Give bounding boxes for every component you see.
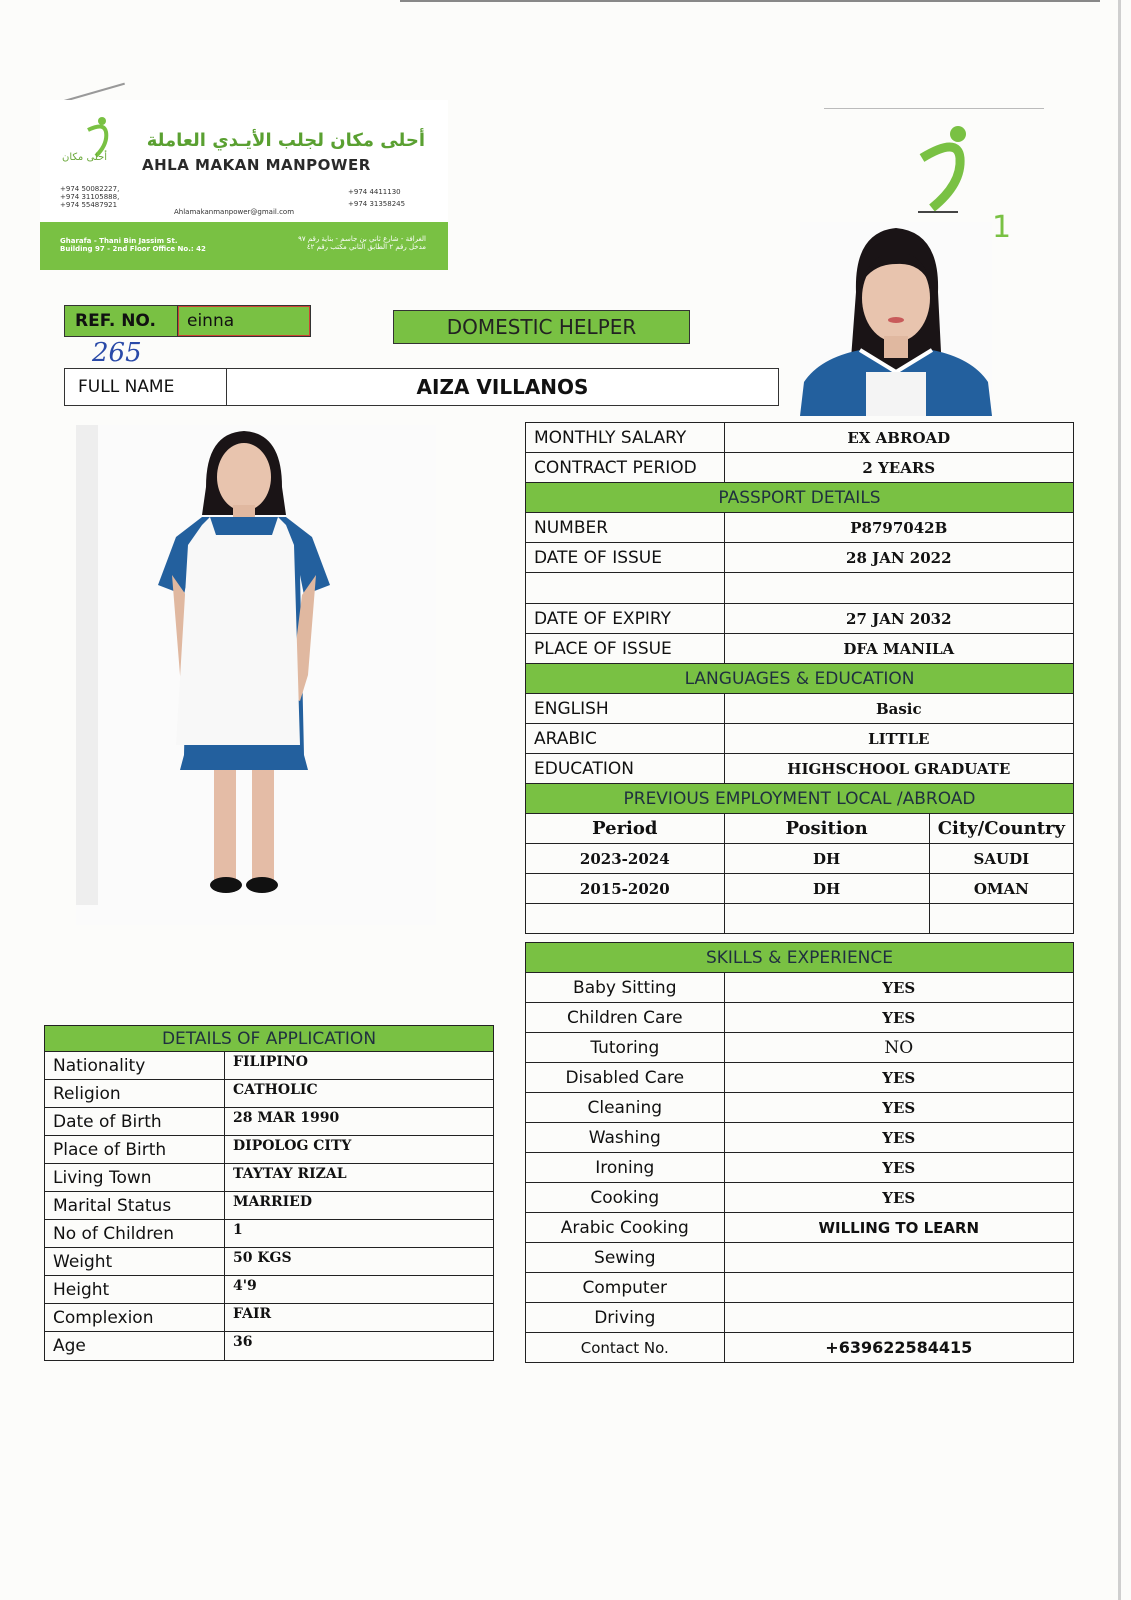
english-label: ENGLISH (526, 694, 725, 724)
detail-value: FILIPINO (225, 1052, 494, 1080)
skill-label: Disabled Care (526, 1063, 725, 1093)
skill-label: Arabic Cooking (526, 1213, 725, 1243)
table-row (526, 1213, 1074, 1243)
table-row (526, 1333, 1074, 1363)
date-of-expiry-label: DATE OF EXPIRY (526, 604, 725, 634)
skill-label: Computer (526, 1273, 725, 1303)
detail-value: 4'9 (225, 1276, 494, 1304)
employment-period: 2015-2020 (526, 874, 725, 904)
table-row (526, 814, 1074, 844)
portrait-photo (800, 222, 992, 416)
table-row (45, 1304, 494, 1332)
detail-label: Place of Birth (45, 1136, 225, 1164)
detail-label: Age (45, 1332, 225, 1361)
skill-label: Driving (526, 1303, 725, 1333)
table-row (526, 634, 1074, 664)
empty-cell (526, 904, 725, 934)
arabic-value: LITTLE (724, 724, 1073, 754)
english-value: Basic (724, 694, 1073, 724)
address-strip (40, 222, 448, 270)
table-row (45, 1052, 494, 1080)
employment-col-period: Period (526, 814, 725, 844)
employment-position: DH (724, 874, 929, 904)
logo-text: أحلى مكان (62, 152, 108, 163)
table-row (526, 934, 1074, 943)
skill-value (724, 1273, 1073, 1303)
skill-value: YES (724, 1063, 1073, 1093)
corner-mark: 1 (992, 210, 1012, 245)
skill-label: Tutoring (526, 1033, 725, 1063)
detail-value: MARRIED (225, 1192, 494, 1220)
table-row (45, 1192, 494, 1220)
skill-value: WILLING TO LEARN (724, 1213, 1073, 1243)
skills-header: SKILLS & EXPERIENCE (526, 943, 1074, 973)
skill-label: Sewing (526, 1243, 725, 1273)
table-row (526, 573, 1074, 604)
full-name-row (64, 368, 779, 406)
table-row (526, 483, 1074, 513)
monthly-salary-value: EX ABROAD (724, 423, 1073, 453)
detail-value: 36 (225, 1332, 494, 1361)
detail-value: FAIR (225, 1304, 494, 1332)
scan-edge-right (1118, 0, 1121, 1600)
employment-period: 2023-2024 (526, 844, 725, 874)
detail-label: Living Town (45, 1164, 225, 1192)
skill-label: Washing (526, 1123, 725, 1153)
detail-label: Religion (45, 1080, 225, 1108)
skill-label: Children Care (526, 1003, 725, 1033)
phones-left: +974 50082227, +974 31105888, +974 55487921 (60, 185, 120, 209)
details-table (44, 1025, 494, 1361)
table-row (526, 943, 1074, 973)
skill-value: YES (724, 1093, 1073, 1123)
detail-label: Marital Status (45, 1192, 225, 1220)
table-row (526, 1123, 1074, 1153)
full-body-photo (76, 425, 436, 925)
table-row (45, 1108, 494, 1136)
detail-label: Height (45, 1276, 225, 1304)
phone-right-2: +974 31358245 (348, 200, 406, 208)
company-logo-large-icon (908, 124, 978, 216)
employment-position: DH (724, 844, 929, 874)
detail-label: Nationality (45, 1052, 225, 1080)
languages-header: LANGUAGES & EDUCATION (526, 664, 1074, 694)
scan-edge-top (400, 0, 1100, 2)
passport-number-label: NUMBER (526, 513, 725, 543)
detail-label: Complexion (45, 1304, 225, 1332)
passport-number-value: P8797042B (724, 513, 1073, 543)
main-info-table (525, 422, 1074, 1363)
detail-value: 28 MAR 1990 (225, 1108, 494, 1136)
table-row (526, 423, 1074, 453)
table-row (45, 1220, 494, 1248)
table-row (526, 1033, 1074, 1063)
ref-box (64, 305, 311, 337)
arabic-label: ARABIC (526, 724, 725, 754)
empty-cell (724, 573, 1073, 604)
detail-value: CATHOLIC (225, 1080, 494, 1108)
place-of-issue-label: PLACE OF ISSUE (526, 634, 725, 664)
table-row (526, 1003, 1074, 1033)
detail-label: Weight (45, 1248, 225, 1276)
table-row (526, 604, 1074, 634)
table-row (526, 1183, 1074, 1213)
company-name: AHLA MAKAN MANPOWER (142, 156, 371, 174)
detail-value: 50 KGS (225, 1248, 494, 1276)
date-of-issue-label: DATE OF ISSUE (526, 543, 725, 573)
table-row (526, 973, 1074, 1003)
table-row (526, 904, 1074, 934)
full-name-label: FULL NAME (65, 369, 227, 405)
ref-handwritten: 265 (92, 338, 142, 368)
ref-label: REF. NO. (65, 306, 178, 336)
table-row (526, 543, 1074, 573)
table-row (526, 874, 1074, 904)
contract-period-label: CONTRACT PERIOD (526, 453, 725, 483)
skill-label: Baby Sitting (526, 973, 725, 1003)
table-row (526, 754, 1074, 784)
employment-col-country: City/Country (929, 814, 1073, 844)
table-row (526, 844, 1074, 874)
skill-label: Cleaning (526, 1093, 725, 1123)
table-row (526, 1063, 1074, 1093)
table-row (526, 724, 1074, 754)
ref-value: einna (178, 306, 310, 336)
table-row (526, 513, 1074, 543)
employment-col-position: Position (724, 814, 929, 844)
detail-value: 1 (225, 1220, 494, 1248)
employment-header: PREVIOUS EMPLOYMENT LOCAL /ABROAD (526, 784, 1074, 814)
table-row (526, 664, 1074, 694)
table-row (45, 1080, 494, 1108)
skill-value: YES (724, 1183, 1073, 1213)
skill-value: NO (724, 1033, 1073, 1063)
details-header: DETAILS OF APPLICATION (45, 1026, 494, 1052)
address-en: Gharafa - Thani Bin Jassim St. Building 97 - 2nd Floor Office No.: 42 (60, 237, 206, 253)
table-row (526, 1303, 1074, 1333)
divider-line (824, 108, 1044, 109)
table-row (526, 1273, 1074, 1303)
table-row (45, 1276, 494, 1304)
date-of-issue-value: 28 JAN 2022 (724, 543, 1073, 573)
passport-header: PASSPORT DETAILS (526, 483, 1074, 513)
contract-period-value: 2 YEARS (724, 453, 1073, 483)
detail-value: TAYTAY RIZAL (225, 1164, 494, 1192)
company-name-arabic: أحلى مكان لجلب الأيـدي العاملة (146, 130, 425, 151)
table-row (526, 784, 1074, 814)
detail-label: Date of Birth (45, 1108, 225, 1136)
table-row (526, 1243, 1074, 1273)
table-row (45, 1248, 494, 1276)
table-row (45, 1164, 494, 1192)
empty-cell (724, 904, 929, 934)
skill-value: YES (724, 973, 1073, 1003)
empty-cell (526, 573, 725, 604)
table-row (45, 1026, 494, 1052)
education-value: HIGHSCHOOL GRADUATE (724, 754, 1073, 784)
position-title: DOMESTIC HELPER (393, 310, 690, 344)
table-row (526, 453, 1074, 483)
contact-label: Contact No. (526, 1333, 725, 1363)
place-of-issue-value: DFA MANILA (724, 634, 1073, 664)
education-label: EDUCATION (526, 754, 725, 784)
date-of-expiry-value: 27 JAN 2032 (724, 604, 1073, 634)
detail-label: No of Children (45, 1220, 225, 1248)
table-row (45, 1136, 494, 1164)
skill-value (724, 1243, 1073, 1273)
email: Ahlamakanmanpower@gmail.com (174, 208, 295, 216)
monthly-salary-label: MONTHLY SALARY (526, 423, 725, 453)
address-ar: الغرافة - شارع ثاني بن جاسم - بناية رقم ٩٧ مدخل رقم ٢ الطابق الثاني مكتب رقم ٤٢ (298, 235, 426, 251)
full-name-value: AIZA VILLANOS (416, 375, 589, 399)
skill-value: YES (724, 1123, 1073, 1153)
detail-value: DIPOLOG CITY (225, 1136, 494, 1164)
empty-cell (929, 904, 1073, 934)
skill-value: YES (724, 1153, 1073, 1183)
table-row (526, 694, 1074, 724)
employment-country: OMAN (929, 874, 1073, 904)
table-row (45, 1332, 494, 1361)
phone-right-1: +974 4411130 (348, 188, 401, 196)
skill-label: Cooking (526, 1183, 725, 1213)
employment-country: SAUDI (929, 844, 1073, 874)
skill-label: Ironing (526, 1153, 725, 1183)
skill-value (724, 1303, 1073, 1333)
table-row (526, 1093, 1074, 1123)
table-row (526, 1153, 1074, 1183)
contact-value: +639622584415 (724, 1333, 1073, 1363)
skill-value: YES (724, 1003, 1073, 1033)
spacer (526, 934, 1074, 943)
